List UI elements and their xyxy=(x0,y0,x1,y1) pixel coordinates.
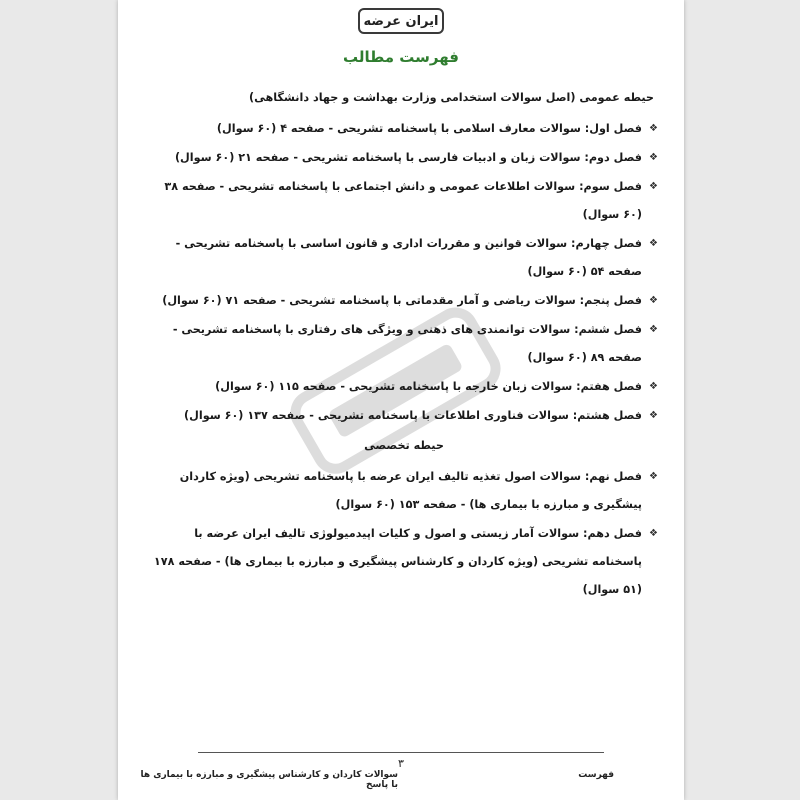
chapter-item: ❖ فصل چهارم: سوالات قوانین و مقررات اداری و قانون اساسی با پاسخنامه تشریحی - صفحه ۵۴ (۶۰ سوال) xyxy=(150,230,658,286)
chapter-item: ❖ فصل هشتم: سوالات فناوری اطلاعات با پاسخنامه تشریحی - صفحه ۱۳۷ (۶۰ سوال) xyxy=(150,402,658,430)
bullet-icon: ❖ xyxy=(649,152,658,163)
bullet-icon: ❖ xyxy=(649,471,658,482)
chapter-item: ❖ فصل سوم: سوالات اطلاعات عمومی و دانش اجتماعی با پاسخنامه تشریحی - صفحه ۳۸ (۶۰ سوال) xyxy=(150,173,658,229)
general-section-heading: حیطه عمومی (اصل سوالات استخدامی وزارت بهداشت و جهاد دانشگاهی) xyxy=(249,91,654,104)
bullet-icon: ❖ xyxy=(649,324,658,335)
bullet-icon: ❖ xyxy=(649,238,658,249)
bullet-icon: ❖ xyxy=(649,295,658,306)
bullet-icon: ❖ xyxy=(649,410,658,421)
bullet-icon: ❖ xyxy=(649,123,658,134)
logo-text: ایران عرضه xyxy=(363,13,439,29)
footer-divider xyxy=(198,752,604,753)
chapter-item: ❖ فصل ششم: سوالات توانمندی های ذهنی و ویژگی های رفتاری با پاسخنامه تشریحی - صفحه ۸۹ (۶۰ سوال) xyxy=(150,316,658,372)
chapter-item: ❖ فصل هفتم: سوالات زبان خارجه با پاسخنامه تشریحی - صفحه ۱۱۵ (۶۰ سوال) xyxy=(150,373,658,401)
specialized-section-heading: حیطه تخصصی xyxy=(364,439,444,452)
footer-section-label: فهرست xyxy=(578,770,614,780)
chapter-item: ❖ فصل دوم: سوالات زبان و ادبیات فارسی با پاسخنامه تشریحی - صفحه ۲۱ (۶۰ سوال) xyxy=(150,144,658,172)
chapter-item: ❖ فصل نهم: سوالات اصول تغذیه تالیف ایران عرضه با پاسخنامه تشریحی (ویژه کاردان پیشگیری و مبارزه با بیماری ها) - صفحه ۱۵۳ (۶۰ سوال) xyxy=(150,463,658,519)
specialized-chapter-list xyxy=(150,463,658,604)
page-title: فهرست مطالب xyxy=(343,48,459,66)
chapter-item: ❖ فصل پنجم: سوالات ریاضی و آمار مقدماتی با پاسخنامه تشریحی - صفحه ۷۱ (۶۰ سوال) xyxy=(150,287,658,315)
brand-logo xyxy=(358,8,444,34)
chapter-item: ❖ فصل اول: سوالات معارف اسلامی با پاسخنامه تشریحی - صفحه ۴ (۶۰ سوال) xyxy=(150,115,658,143)
chapter-item: ❖ فصل دهم: سوالات آمار زیستی و اصول و کلیات اپیدمیولوژی تالیف ایران عرضه با پاسخنامه تشریحی (ویژه کاردان و کارشناس پیشگیری و مبارزه با بیماری ها) - صفحه ۱۷۸ (۵۱ سوال) xyxy=(150,520,658,604)
toc-content xyxy=(150,84,658,605)
bullet-icon: ❖ xyxy=(649,381,658,392)
footer-book-title: سوالات کاردان و کارشناس پیشگیری و مبارزه با بیماری ها با پاسخ xyxy=(140,770,398,790)
bullet-icon: ❖ xyxy=(649,528,658,539)
general-chapter-list xyxy=(150,115,658,430)
document-page xyxy=(118,0,684,800)
bullet-icon: ❖ xyxy=(649,181,658,192)
page-number: ۳ xyxy=(398,757,404,770)
